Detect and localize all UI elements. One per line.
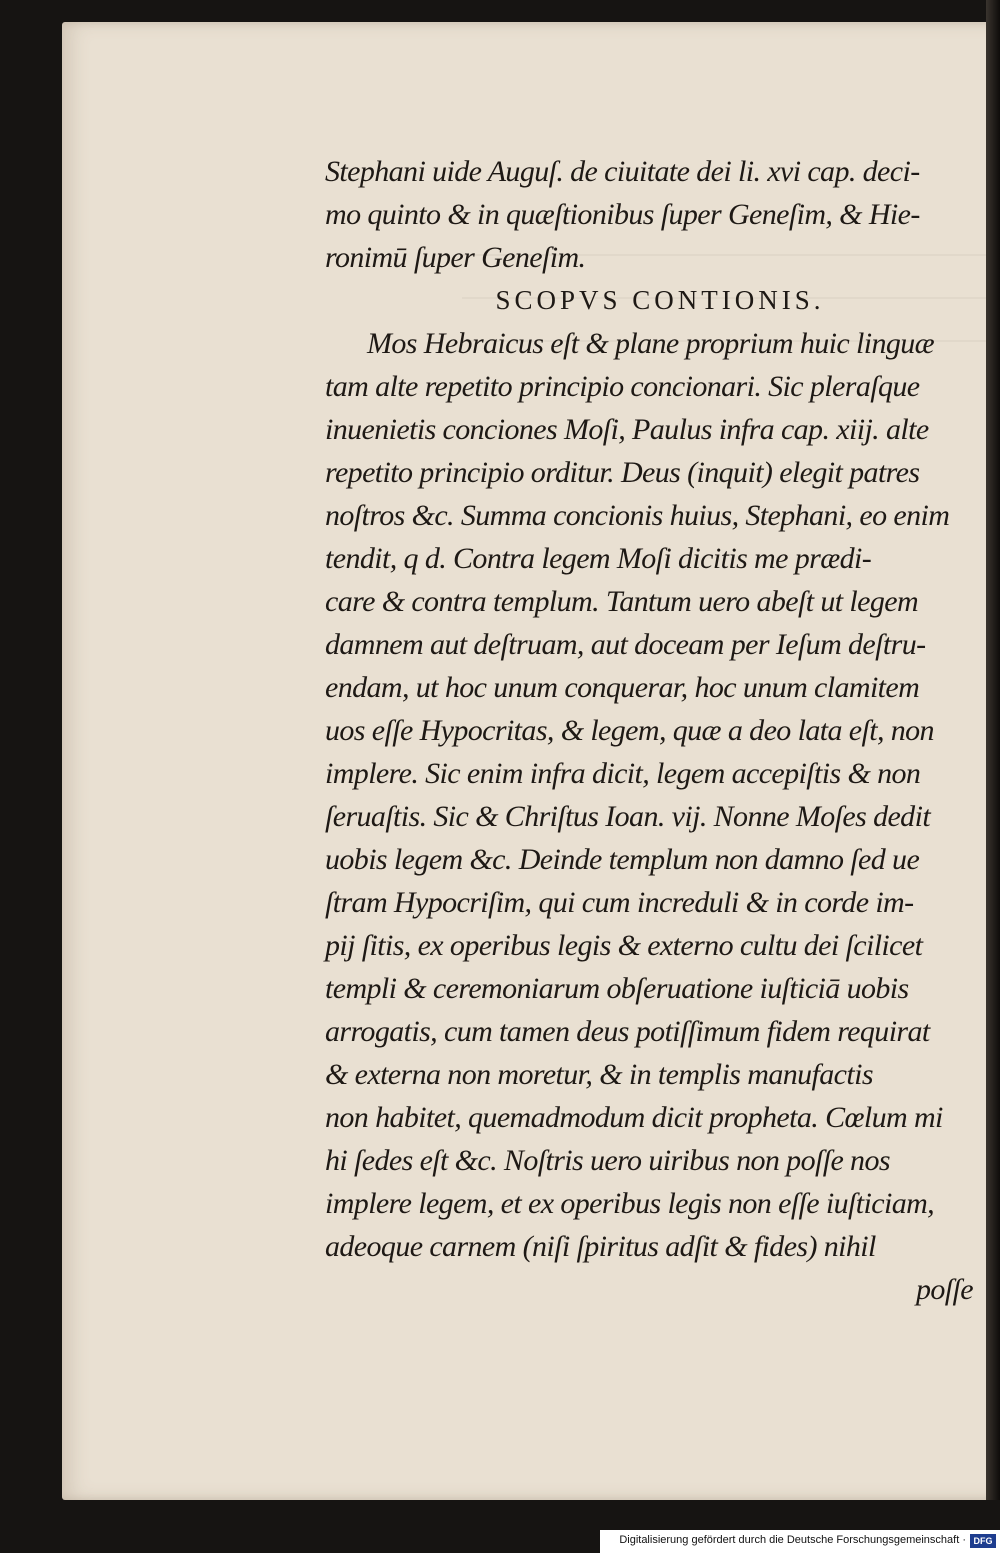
text-line: non habitet, quemadmodum dicit propheta. Cœlum mi [325, 1101, 943, 1134]
section-heading: SCOPVS CONTIONIS. [495, 285, 825, 315]
text-line: Stephani uide Auguſ. de ciuitate dei li. xvi cap. deci- [325, 155, 920, 188]
text-line: ſeruaſtis. Sic & Chriſtus Ioan. vij. Nonne Moſes dedit [325, 800, 931, 833]
text-line: implere legem, et ex operibus legis non eſſe iuſticiam, [325, 1187, 935, 1220]
text-line: tam alte repetito principio concionari. Sic pleraſque [325, 370, 920, 403]
catchword: poſſe [916, 1273, 973, 1306]
text-line: templi & ceremoniarum obſeruatione iuſticiā uobis [325, 972, 909, 1005]
text-line: mo quinto & in quæſtionibus ſuper Geneſim, & Hie- [325, 198, 920, 231]
text-line: damnem aut deſtruam, aut doceam per Ieſum deſtru- [325, 628, 926, 661]
page-edge-shadow [986, 0, 1000, 1500]
text-line: ſtram Hypocriſim, qui cum increduli & in corde im- [325, 886, 914, 919]
text-line: hi ſedes eſt &c. Noſtris uero uiribus non poſſe nos [325, 1144, 890, 1177]
text-line: arrogatis, cum tamen deus potiſſimum fidem requirat [325, 1015, 930, 1048]
text-line: uobis legem &c. Deinde templum non damno ſed ue [325, 843, 920, 876]
text-line: inuenietis conciones Moſi, Paulus infra cap. xiij. alte [325, 413, 929, 446]
text-line: endam, ut hoc unum conquerar, hoc unum clamitem [325, 671, 920, 704]
page-text [325, 150, 975, 1311]
funding-credit: Digitalisierung gefördert durch die Deutsche Forschungsgemeinschaft · [619, 1534, 966, 1546]
text-line: Mos Hebraicus eſt & plane proprium huic linguæ [367, 327, 935, 360]
text-line: repetito principio orditur. Deus (inquit) elegit patres [325, 456, 920, 489]
text-line: pij ſitis, ex operibus legis & externo cultu dei ſcilicet [325, 929, 923, 962]
text-line: implere. Sic enim infra dicit, legem accepiſtis & non [325, 757, 921, 790]
text-line: ronimū ſuper Geneſim. [325, 241, 586, 274]
text-line: & externa non moretur, & in templis manufactis [325, 1058, 873, 1091]
text-line: care & contra templum. Tantum uero abeſt ut legem [325, 585, 919, 618]
text-line: uos eſſe Hypocritas, & legem, quæ a deo lata eſt, non [325, 714, 934, 747]
footer-credit-bar [600, 1530, 1000, 1553]
text-line: tendit, q d. Contra legem Moſi dicitis me prædi- [325, 542, 872, 575]
text-line: noſtros &c. Summa concionis huius, Stephani, eo enim [325, 499, 950, 532]
dfg-logo: DFG [970, 1534, 996, 1548]
text-line: adeoque carnem (niſi ſpiritus adſit & fides) nihil [325, 1230, 876, 1263]
